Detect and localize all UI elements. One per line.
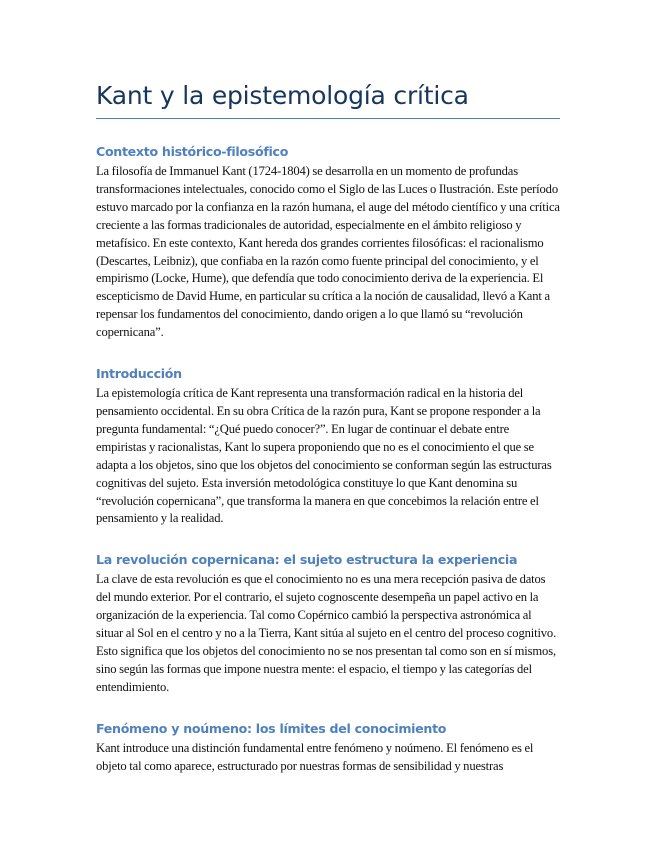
section-paragraph: La epistemología crítica de Kant representa una transformación radical en la historia del pensamiento occidental. En su obra Crítica de la razón pura, Kant se propone responder a la pregunta fundamental: “¿Qué puedo conocer?”. En lugar de continuar el debate entre empiristas y racionalistas, Kant lo supera proponiendo que no es el conocimiento el que se adapta a los objetos, sino que los objetos del conocimiento se conforman según las estructuras cognitivas del sujeto. Esta inversión metodológica constituye lo que Kant denomina su “revolución copernicana”, que transforma la manera en que concebimos la relación entre el pensamiento y la realidad. <box>96 386 552 526</box>
section-heading: Contexto histórico-filosófico <box>96 144 289 159</box>
section-heading: La revolución copernicana: el sujeto estructura la experiencia <box>96 552 518 568</box>
section-heading: Introducción <box>96 366 182 382</box>
section-copernican-revolution <box>96 551 560 696</box>
document-title: Kant y la epistemología crítica <box>96 78 560 119</box>
section-paragraph: La clave de esta revolución es que el conocimiento no es una mera recepción pasiva de datos del mundo exterior. Por el contrario, el sujeto cognoscente desempeña un papel activo en la organización de la experiencia. Tal como Copérnico cambió la perspectiva astronómica al situar al Sol en el centro y no a la Tierra, Kant sitúa al sujeto en el centro del proceso cognitivo. Esto significa que los objetos del conocimiento no se nos presentan tal como son en sí mismos, sino según las formas que impone nuestra mente: el espacio, el tiempo y las categorías del entendimiento. <box>96 572 557 694</box>
section-paragraph: Kant introduce una distinción fundamental entre fenómeno y noúmeno. El fenómeno es el objeto tal como aparece, estructurado por nuestras formas de sensibilidad y nuestras <box>96 740 534 773</box>
document-content <box>96 78 560 775</box>
section-paragraph: La filosofía de Immanuel Kant (1724-1804) se desarrolla en un momento de profundas transformaciones intelectuales, conocido como el Siglo de las Luces o Ilustración. Este período estuvo marcado por la confianza en la razón humana, el auge del método científico y una crítica creciente a las formas tradicionales de autoridad, especialmente en el ámbito religioso y metafísico. En este contexto, Kant hereda dos grandes corrientes filosóficas: el racionalismo (Descartes, Leibniz), que confiaba en la razón como fuente principal del conocimiento, y el empirismo (Locke, Hume), que defendía que todo conocimiento deriva de la experiencia. El escepticismo de David Hume, en particular su crítica a la noción de causalidad, llevó a Kant a repensar los fundamentos del conocimiento, dando origen a lo que llamó su “revolución copernicana”. <box>96 164 560 340</box>
section-historical-context <box>96 143 560 342</box>
section-phenomenon-noumenon <box>96 720 560 776</box>
section-heading: Fenómeno y noúmeno: los límites del conocimiento <box>96 720 447 736</box>
section-introduction <box>96 365 560 528</box>
